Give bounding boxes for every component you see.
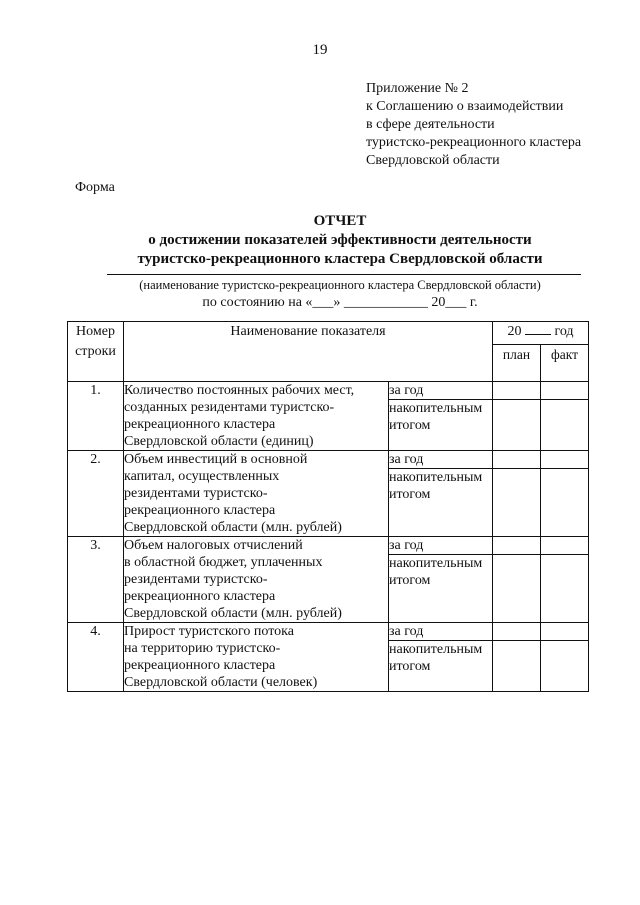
- row-number: 4.: [68, 623, 124, 692]
- row-number: 1.: [68, 382, 124, 451]
- indicator-line: резидентами туристско-: [124, 486, 268, 501]
- plan-cell[interactable]: [493, 537, 541, 555]
- plan-cell[interactable]: [493, 641, 541, 692]
- cluster-name-field[interactable]: [107, 274, 581, 275]
- plan-cell[interactable]: [493, 469, 541, 537]
- fact-cell[interactable]: [541, 451, 589, 469]
- period-line: итогом: [389, 659, 431, 674]
- indicator-name: [124, 382, 389, 451]
- cluster-name-hint: (наименование туристско-рекреационного кластера Свердловской области): [139, 278, 541, 292]
- form-label: Форма: [75, 180, 115, 195]
- indicator-name: [124, 623, 389, 692]
- appendix-line: Свердловской области: [366, 153, 500, 168]
- period-year: за год: [389, 537, 493, 555]
- indicator-line: капитал, осуществленных: [124, 469, 280, 484]
- appendix-line: к Соглашению о взаимодействии: [366, 99, 564, 114]
- period-year: за год: [389, 623, 493, 641]
- fact-cell[interactable]: [541, 641, 589, 692]
- indicator-line: рекреационного кластера: [124, 503, 276, 518]
- appendix-note: [366, 80, 581, 170]
- indicator-line: Свердловской области (млн. рублей): [124, 606, 342, 621]
- indicator-line: в областной бюджет, уплаченных: [124, 555, 323, 570]
- fact-cell[interactable]: [541, 382, 589, 400]
- period-line: итогом: [389, 573, 431, 588]
- indicator-line: Прирост туристского потока: [124, 624, 294, 639]
- indicator-line: Объем инвестиций в основной: [124, 452, 308, 467]
- fact-cell[interactable]: [541, 537, 589, 555]
- row-number: 3.: [68, 537, 124, 623]
- indicator-name: [124, 537, 389, 623]
- header-indicator-name: Наименование показателя: [124, 322, 493, 382]
- indicator-line: рекреационного кластера: [124, 589, 276, 604]
- plan-cell[interactable]: [493, 382, 541, 400]
- page-number: 19: [312, 42, 328, 58]
- title-line: о достижении показателей эффективности деятельности: [148, 232, 532, 248]
- period-line: накопительным: [389, 401, 483, 416]
- period-cumulative: [389, 555, 493, 623]
- header-fact: факт: [541, 345, 589, 382]
- period-cumulative: [389, 400, 493, 451]
- year-blank[interactable]: [525, 322, 551, 335]
- fact-cell[interactable]: [541, 623, 589, 641]
- report-title: [60, 212, 620, 269]
- indicator-line: Свердловской области (единиц): [124, 434, 314, 449]
- indicator-line: Свердловской области (человек): [124, 675, 318, 690]
- period-line: итогом: [389, 418, 431, 433]
- period-cumulative: [389, 469, 493, 537]
- indicator-line: Количество постоянных рабочих мест,: [124, 383, 355, 398]
- indicator-line: рекреационного кластера: [124, 417, 276, 432]
- fact-cell[interactable]: [541, 469, 589, 537]
- header-row-number: [68, 322, 124, 382]
- indicator-line: резидентами туристско-: [124, 572, 268, 587]
- period-year: за год: [389, 382, 493, 400]
- period-year: за год: [389, 451, 493, 469]
- plan-cell[interactable]: [493, 623, 541, 641]
- report-table: [67, 321, 589, 692]
- indicator-line: Объем налоговых отчислений: [124, 538, 303, 553]
- header-plan: план: [493, 345, 541, 382]
- indicator-line: на территорию туристско-: [124, 641, 281, 656]
- appendix-line: в сфере деятельности: [366, 117, 495, 132]
- period-cumulative: [389, 641, 493, 692]
- plan-cell[interactable]: [493, 555, 541, 623]
- appendix-line: туристско-рекреационного кластера: [366, 135, 582, 150]
- year-suffix: год: [554, 324, 574, 339]
- period-line: накопительным: [389, 642, 483, 657]
- row-number: 2.: [68, 451, 124, 537]
- indicator-line: рекреационного кластера: [124, 658, 276, 673]
- appendix-line: Приложение № 2: [366, 81, 469, 96]
- indicator-line: Свердловской области (млн. рублей): [124, 520, 342, 535]
- header-year: [493, 322, 589, 345]
- year-prefix: 20: [507, 324, 522, 339]
- fact-cell[interactable]: [541, 555, 589, 623]
- period-line: накопительным: [389, 470, 483, 485]
- period-line: накопительным: [389, 556, 483, 571]
- indicator-name: [124, 451, 389, 537]
- fact-cell[interactable]: [541, 400, 589, 451]
- header-num-line: строки: [75, 344, 116, 359]
- plan-cell[interactable]: [493, 451, 541, 469]
- title-line: туристско-рекреационного кластера Свердловской области: [137, 251, 543, 267]
- as-of-date-line: по состоянию на «___» ____________ 20___ г.: [202, 295, 478, 310]
- indicator-line: созданных резидентами туристско-: [124, 400, 335, 415]
- header-num-line: Номер: [76, 324, 115, 339]
- period-line: итогом: [389, 487, 431, 502]
- plan-cell[interactable]: [493, 400, 541, 451]
- title-heading: ОТЧЕТ: [313, 213, 367, 229]
